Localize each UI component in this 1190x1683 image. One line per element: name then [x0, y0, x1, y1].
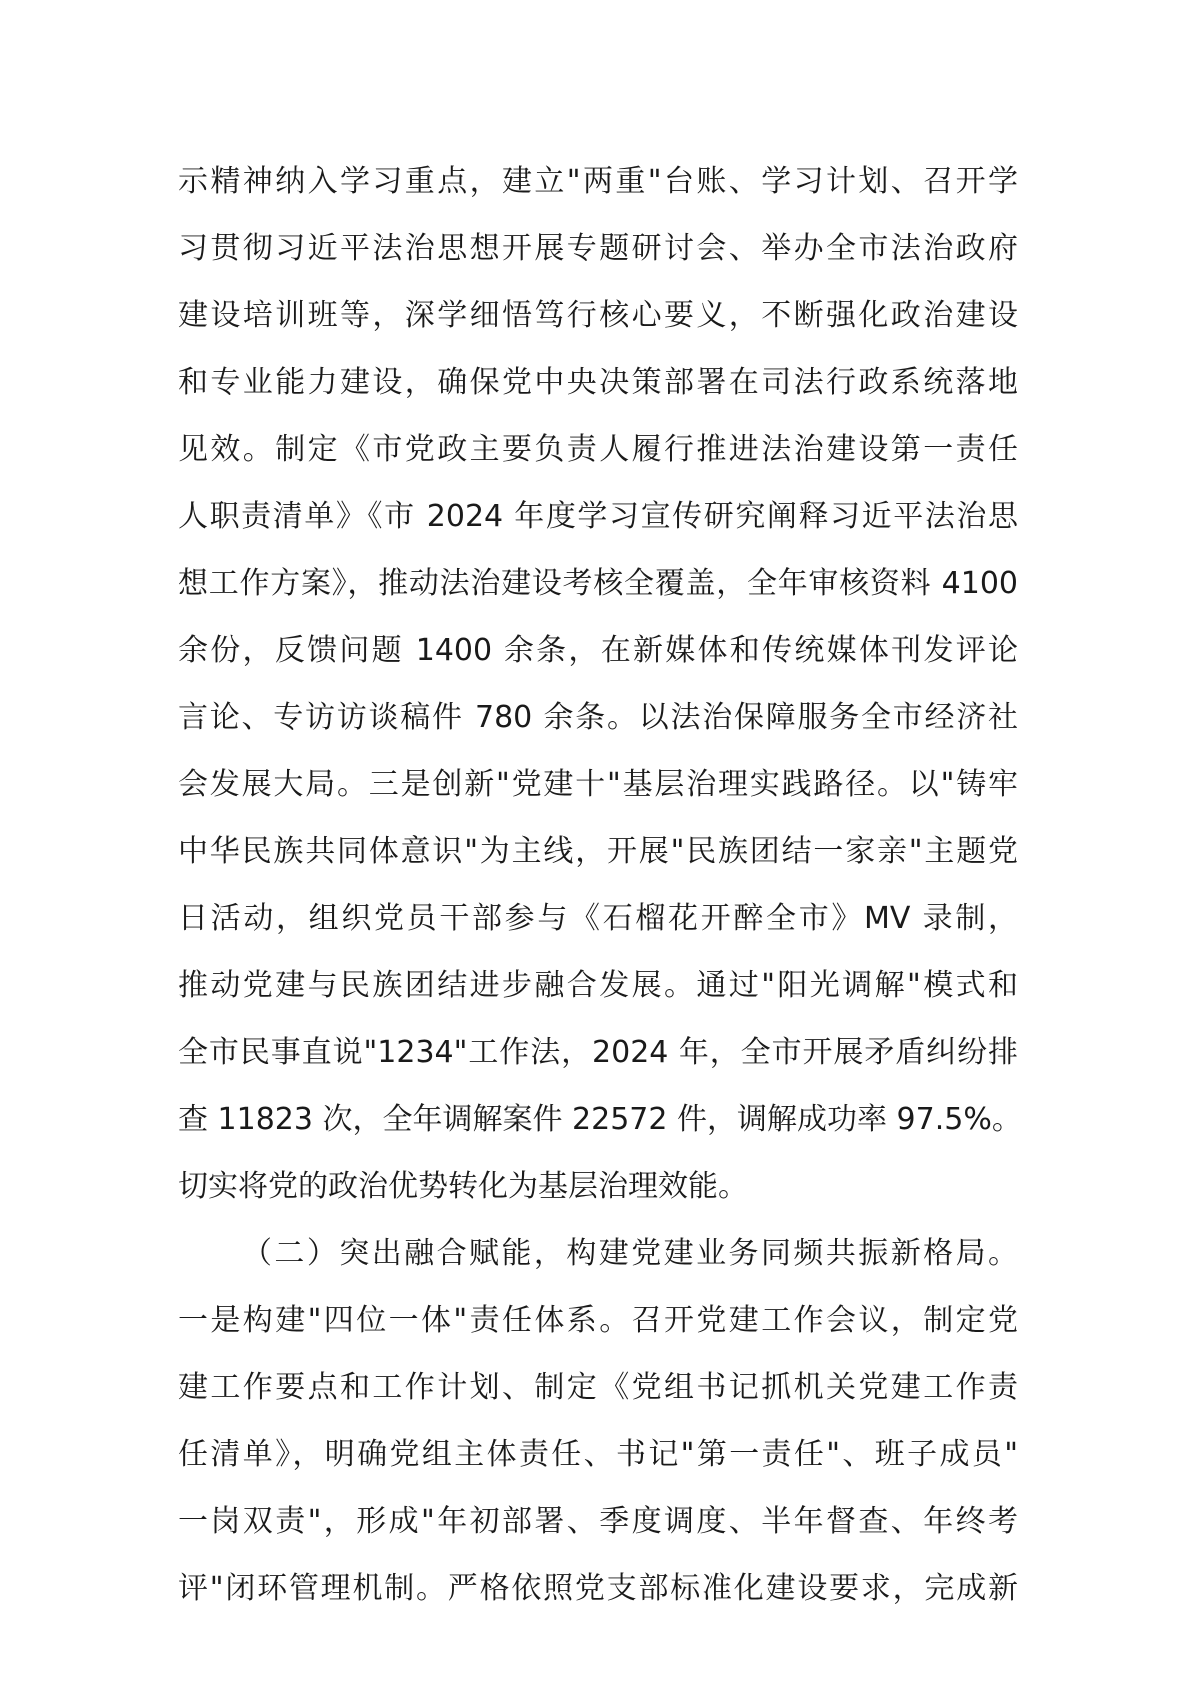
text-line: 推动党建与民族团结进步融合发展。通过"阳光调解"模式和: [178, 968, 1018, 1003]
text-line: 想工作方案》，推动法治建设考核全覆盖，全年审核资料 4100: [178, 566, 1018, 601]
text-line: 会发展大局。三是创新"党建十"基层治理实践路径。以"铸牢: [178, 767, 1018, 802]
text-line: 建工作要点和工作计划、制定《党组书记抓机关党建工作责: [178, 1370, 1018, 1405]
text-line: 一是构建"四位一体"责任体系。召开党建工作会议，制定党: [178, 1303, 1018, 1338]
text-line: 任清单》，明确党组主体责任、书记"第一责任"、班子成员": [178, 1437, 1018, 1472]
paragraph-last-line: 切实将党的政治优势转化为基层治理效能。: [178, 1169, 748, 1204]
text-line: 建设培训班等，深学细悟笃行核心要义，不断强化政治建设: [178, 298, 1018, 333]
text-line: 一岗双责"，形成"年初部署、季度调度、半年督查、年终考: [178, 1504, 1018, 1539]
text-line: 全市民事直说"1234"工作法，2024 年，全市开展矛盾纠纷排: [178, 1035, 1018, 1070]
text-line: 示精神纳入学习重点，建立"两重"台账、学习计划、召开学: [178, 164, 1018, 199]
text-line: 人职责清单》《市 2024 年度学习宣传研究阐释习近平法治思: [178, 499, 1018, 534]
text-line: 和专业能力建设，确保党中央决策部署在司法行政系统落地: [178, 365, 1018, 400]
text-line: 余份，反馈问题 1400 余条，在新媒体和传统媒体刊发评论: [178, 633, 1018, 668]
section-heading-line: （二）突出融合赋能，构建党建业务同频共振新格局。: [242, 1236, 1018, 1271]
text-line: 言论、专访访谈稿件 780 余条。以法治保障服务全市经济社: [178, 700, 1018, 735]
text-line: 查 11823 次，全年调解案件 22572 件，调解成功率 97.5%。: [178, 1102, 1022, 1137]
text-line: 习贯彻习近平法治思想开展专题研讨会、举办全市法治政府: [178, 231, 1018, 266]
body-text: [178, 148, 1022, 1622]
text-line: 日活动，组织党员干部参与《石榴花开醉全市》MV 录制，: [178, 901, 1018, 936]
text-line: 见效。制定《市党政主要负责人履行推进法治建设第一责任: [178, 432, 1018, 467]
text-line: 评"闭环管理机制。严格依照党支部标准化建设要求，完成新: [178, 1571, 1018, 1606]
text-line: 中华民族共同体意识"为主线，开展"民族团结一家亲"主题党: [178, 834, 1018, 869]
